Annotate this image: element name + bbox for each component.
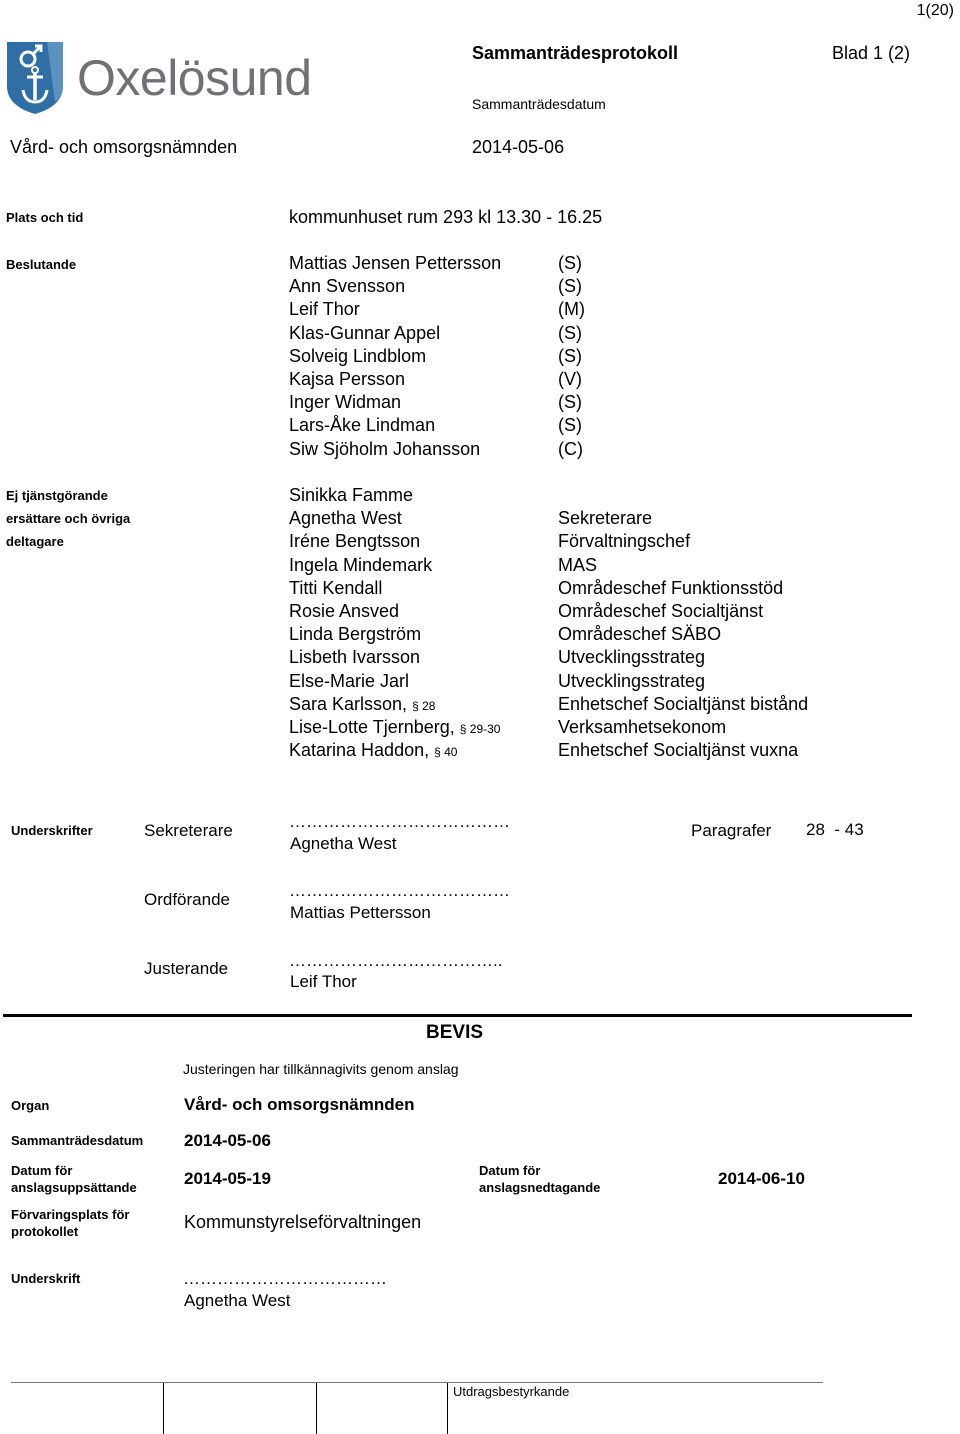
storage-label: Förvaringsplats för protokollet	[11, 1207, 130, 1239]
deciding-names	[289, 252, 501, 461]
participant-name: Ingela Mindemark	[289, 554, 433, 575]
removed-date-label: Datum för anslagsnedtagande	[479, 1163, 601, 1195]
participant-role: Sekreterare	[558, 508, 653, 529]
member-party: (C)	[558, 438, 583, 459]
member-party: (V)	[558, 368, 582, 389]
sheet-indicator: Blad 1 (2)	[832, 43, 911, 63]
member-party: (S)	[558, 392, 582, 413]
member-name: Siw Sjöholm Johansson	[289, 438, 481, 459]
participant-name: Titti Kendall	[289, 577, 383, 598]
member-party: (S)	[558, 415, 582, 436]
footer-line	[11, 1382, 823, 1383]
signature-name: Leif Thor	[290, 972, 357, 991]
paragraph-ref: § 28	[412, 698, 436, 713]
member-name: Inger Widman	[289, 392, 402, 413]
organ-label: Organ	[11, 1098, 50, 1113]
participant-role: Utvecklingsstrateg	[558, 670, 706, 691]
participant-role: Områdeschef SÄBO	[558, 624, 722, 645]
bevis-signature-label: Underskrift	[11, 1271, 81, 1286]
participant-name: Sinikka Famme	[289, 485, 414, 505]
deciding-label: Beslutande	[6, 257, 77, 272]
signature-dots: ………………………………..	[289, 951, 503, 970]
participant-name: Lise-Lotte Tjernberg, § 29-30	[289, 716, 501, 737]
meeting-date-label: Sammanträdesdatum	[472, 96, 606, 112]
footer-tick	[163, 1383, 164, 1434]
participant-name: Sara Karlsson, § 28	[289, 693, 436, 714]
member-party: (S)	[558, 345, 582, 366]
signature-dots: …………………………………	[289, 812, 510, 831]
bevis-notice: Justeringen har tillkännagivits genom anslag	[183, 1061, 459, 1077]
member-name: Ann Svensson	[289, 276, 406, 297]
member-name: Solveig Lindblom	[289, 345, 427, 366]
signature-role: Ordförande	[144, 890, 230, 909]
participant-role: Verksamhetsekonom	[558, 716, 727, 737]
participant-names	[289, 484, 500, 762]
signature-name: Agnetha West	[290, 834, 397, 853]
signature-dots: …………………………………	[289, 881, 510, 900]
participant-name: Linda Bergström	[289, 624, 422, 645]
participant-name: Iréne Bengtsson	[289, 531, 421, 552]
participant-role: Områdeschef Funktionsstöd	[558, 577, 784, 598]
deciding-parties	[558, 252, 585, 461]
participant-name: Rosie Ansved	[289, 600, 400, 621]
paragraph-ref: § 40	[434, 745, 458, 760]
place-label: Plats och tid	[6, 210, 84, 225]
participant-role: Områdeschef Socialtjänst	[558, 600, 764, 621]
page-number: 1(20)	[916, 2, 954, 19]
municipal-crest-icon	[7, 42, 63, 114]
removed-date-value: 2014-06-10	[718, 1169, 805, 1188]
participant-role: Utvecklingsstrateg	[558, 647, 706, 668]
bevis-signature-name: Agnetha West	[184, 1291, 291, 1310]
certify-label: Utdragsbestyrkande	[453, 1384, 570, 1399]
participant-name: Else-Marie Jarl	[289, 670, 410, 691]
signature-name: Mattias Pettersson	[290, 903, 431, 922]
others-label	[6, 487, 130, 557]
bevis-signature-dots: ………………………………	[183, 1269, 387, 1288]
bevis-divider	[3, 1014, 912, 1017]
bevis-title: BEVIS	[426, 1022, 484, 1043]
member-name: Lars-Åke Lindman	[289, 415, 436, 436]
meeting-date: 2014-05-06	[472, 137, 565, 157]
others-label-line: deltagare	[6, 534, 64, 550]
participant-role: MAS	[558, 554, 598, 575]
others-label-line: ersättare och övriga	[6, 511, 131, 527]
posted-date-label: Datum för anslagsuppsättande	[11, 1163, 137, 1195]
participant-role	[558, 484, 808, 507]
organ-value: Vård- och omsorgsnämnden	[184, 1095, 415, 1114]
document-title: Sammanträdesprotokoll	[472, 43, 679, 63]
paragraphs-value: 28 - 43	[806, 820, 864, 839]
signature-role: Sekreterare	[144, 821, 233, 840]
member-name: Mattias Jensen Pettersson	[289, 253, 502, 273]
member-name: Klas-Gunnar Appel	[289, 322, 441, 343]
committee-name: Vård- och omsorgsnämnden	[10, 137, 238, 157]
participant-roles	[558, 484, 808, 762]
storage-value: Kommunstyrelseförvaltningen	[184, 1212, 422, 1232]
participant-name: Lisbeth Ivarsson	[289, 647, 421, 668]
footer-tick	[447, 1383, 448, 1434]
logo-text: Oxelösund	[77, 50, 312, 106]
signatures-label: Underskrifter	[11, 823, 93, 838]
participant-role: Förvaltningschef	[558, 531, 691, 552]
member-party: (S)	[558, 253, 582, 273]
posted-date-value: 2014-05-19	[184, 1169, 271, 1188]
member-party: (S)	[558, 322, 582, 343]
participant-role: Enhetschef Socialtjänst vuxna	[558, 740, 799, 761]
bevis-date-label: Sammanträdesdatum	[11, 1133, 144, 1148]
place-value: kommunhuset rum 293 kl 13.30 - 16.25	[289, 207, 603, 227]
member-name: Leif Thor	[289, 299, 360, 320]
member-party: (M)	[558, 299, 585, 320]
participant-role: Enhetschef Socialtjänst bistånd	[558, 693, 809, 714]
participant-name: Agnetha West	[289, 508, 402, 529]
bevis-date-value: 2014-05-06	[184, 1131, 271, 1150]
paragraphs-label: Paragrafer	[691, 821, 772, 840]
others-label-line: Ej tjänstgörande	[6, 488, 108, 503]
footer-tick	[316, 1383, 317, 1434]
member-name: Kajsa Persson	[289, 368, 406, 389]
signature-role: Justerande	[144, 959, 229, 978]
paragraph-ref: § 29-30	[459, 721, 501, 736]
member-party: (S)	[558, 276, 582, 297]
participant-name: Katarina Haddon, § 40	[289, 740, 458, 761]
